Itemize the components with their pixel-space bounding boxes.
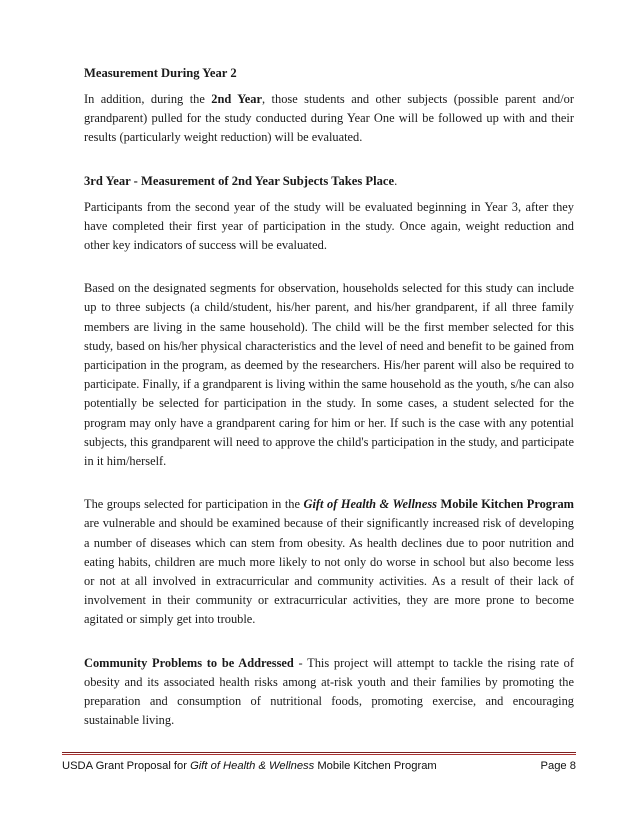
bold-run: Mobile Kitchen Program (436, 497, 575, 512)
text-run: . (394, 173, 398, 188)
page-body (84, 64, 574, 730)
text-run: USDA Grant Proposal for (62, 760, 191, 772)
footer-title (62, 760, 437, 772)
bold-run: Community Problems to be Addressed (84, 655, 294, 670)
text-run: - This project will attempt to tackle the rising rate of obesity and its associated health risks among at-risk youth and their families by promoting the preparation and consumption of nutritional foods, promoting exercise, and encouraging sustainable living. (84, 655, 574, 728)
bold-run: 2nd Year (211, 92, 263, 106)
text-run: The groups selected for participation in the (84, 497, 304, 512)
page-number: Page 8 (540, 760, 576, 772)
text-run: In addition, during the (84, 92, 212, 106)
paragraph-household-selection: Based on the designated segments for observation, households selected for this study can include up to three subjects (a child/student, his/her parent, and his/her grandparent, if all three family members are living in the same household). The child will be the first member selected for this study, based on his/her physical characteristics and the level of need and benefit to be gained from participation in the program, as deemed by the researchers. His/her parent will also be required to participate. Finally, if a grandparent is living within the same household as the youth, s/he can also potentially be selected for participation in the study. In some cases, a student selected for the program may only have a grandparent caring for him or her. If such is the case with any potential subjects, this grandparent will need to approve the child's participation in the study, and participate in it him/herself. (84, 281, 574, 469)
text-run: - Measurement of 2nd Year Subjects Takes Place (130, 173, 395, 188)
section-heading-year2: Measurement During Year 2 (84, 66, 237, 80)
paragraph-community-problems (84, 654, 574, 731)
text-run: Mobile Kitchen Program (314, 760, 437, 772)
program-name-italic: Gift of Health & Wellness (303, 497, 437, 512)
footer-divider (62, 752, 576, 755)
page-footer (62, 760, 576, 772)
bold-run: 3rd Year (84, 173, 131, 188)
paragraph-vulnerable-groups (84, 495, 574, 629)
section-heading-year3 (84, 172, 574, 190)
text-run: , those students and other subjects (possible parent and/or grandparent) pulled for the study conducted during Year One will be followed up with and their results (particularly weight reduction) will be evaluated. (84, 92, 575, 145)
italic-run: Gift of Health & Wellness (190, 760, 315, 772)
paragraph-year3: Participants from the second year of the study will be evaluated beginning in Year 3, after they have completed their first year of participation in the study. Once again, weight reduction and other key indicators of success will be evaluated. (84, 199, 574, 253)
paragraph-year2 (84, 90, 574, 148)
text-run: are vulnerable and should be examined because of their significantly increased risk of developing a number of diseases which can stem from obesity. As health declines due to poor nutrition and eating habits, children are much more likely to not only do worse in school but also become less or not at all involved in extracurricular and community activities. As a result of their lack of involvement in their community or extracurricular activities, they are more prone to become agitated or simply get into trouble. (84, 516, 574, 627)
